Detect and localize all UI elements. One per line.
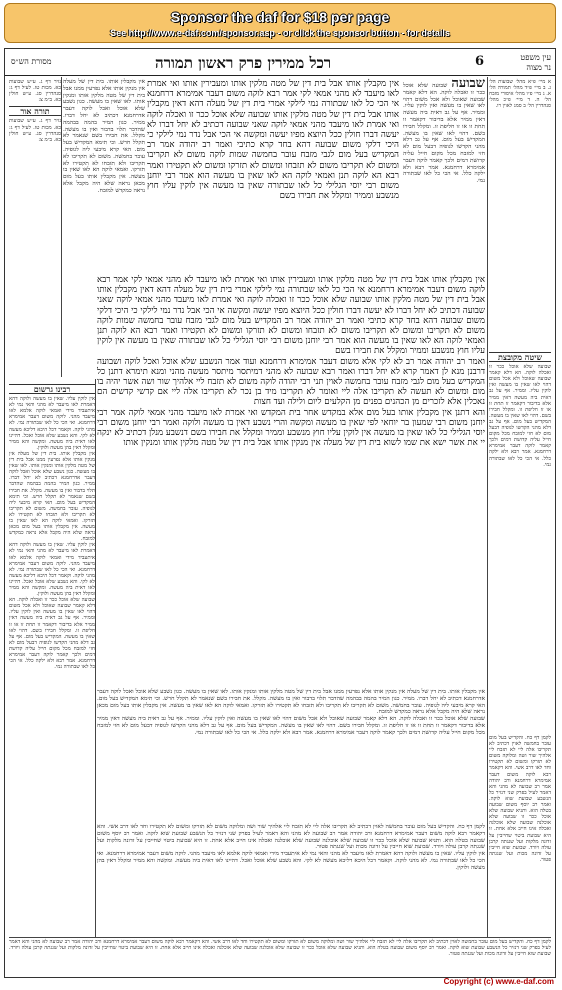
sponsor-subtitle[interactable]: See http://www.e-daf.com/sponsor.asp - or click the sponsor button - for details [110,28,450,38]
gershom-title: רבינו גרשום [9,384,95,394]
shita-title: שיטה מקובצת [489,352,551,362]
divider-left [95,379,96,937]
opening-word: שבועה [451,76,485,91]
torah-or-text: נזיר דף ג. ע״ש שבועות כא. מכות טז. לעיל דף ג: סנהדרין סג. ע״ש חולין כא. ב״מ צ: [9,118,61,143]
bottom-commentary [97,824,485,934]
tosafot-column [403,76,485,301]
rashi-column [63,79,145,275]
header-ein-mishpat [520,53,551,73]
footer-notes-text: לקמן דף כח. והקדיש בעל מום עובר בחמשה לאוין דכתיב לא תקריבו אלה ליי לא תזבח ליי אלהיך שור ושה ומלוקה משום לא תזרקו ומשום לא תקטירו וחד לאו דרב אשי. והא דקאמר רבא לוקה משום דעבר אמימרא דרחמנא ורב יהודה אמר רב שבועה לא מהני והא דאמר לעיל בפרק שני דנזיר כל הנשבע שבועת שוא לוקה. ואמר רב יוסף משום שבועה בטלה הוא. ותניא שבועה שלא אוכל ככר זו שבועה שלא אוכלנה שבועה שלא אוכלנה ואכלה אינו חייב אלא אחת. זו היא שבועת ביטוי שחייבין על זדונה מלקות ועל שגגתה קרבן עולה ויורד. שבועת שוא חייבין על זדונה מכות ועל שגגתה פטור. [9,939,551,958]
lower-commentary-text-2: שבועה שלא אוכל ככר זו ואכלה לוקה. הא דלא קאמר שבועה שאוכל ולא אכל משום דהוי לאו שאין בו מעשה ואין לוקין עליו. וממיר. אף על גב דאית ביה מעשה דאין ממיר אלא בדיבור דקאמר זו תחת זו או זו חליפת זו. ומקלל חבירו בשם. דהוי לאו שאין בו מעשה. המקדיש בעל מום. אף על גב דלא מהני הקדשו לגופיה דבעל מום לא חזי למזבח מכל מקום חייל עליה קדושת דמים ולכך קאמר לוקה דעבר אמימרא דרחמנא. אמר רבא ולא ילקה כלל. אי הכי כל לאו שבתורה נמי. [97,716,485,736]
gershom-text: אין לוקין עליו. שאין בו מעשה ולוקה דהא דאמרת לאו מיעבד לא מהני והאי נמי לא איתעביד מידי ואמאי לוקה אלמא לאו מיעבד מהני. לוקה משום דעבר אמימרא דרחמנא. ואי הכי כל לאו שבתורה נמי. לא מהני לוקה. וקאמר דכל היכא דליכא מעשה לא לקי. והא נשבע שלא אוכל ואכל. דהיינו לאו דאית ביה מעשה. ומקשה והא ממיר ומקלל דאין בהן מעשה ולוקין. [9,396,95,451]
bottom-text-2: אין לוקין עליו. שאין בו מעשה ולוקה דהא דאמרת לאו מיעבד לא מהני והאי נמי לא איתעביד מידי ואמאי לוקה אלמא לאו מיעבד מהני. לוקה משום דעבר אמימרא דרחמנא. ואי הכי כל לאו שבתורה נמי. לא מהני לוקה. וקאמר דכל היכא דליכא מעשה לא לקי. והא נשבע שלא אוכל ואכל. דהיינו לאו דאית ביה מעשה. ומקשה והא ממיר ומקלל דאין בהן מעשה ולוקין. [97,851,485,871]
ein-mishpat-text: א מיי׳ פ״א מהל׳ שבועות הל׳ ג. ב מיי׳ פ״ד מהל׳ תמורה הל׳ א. ג מיי׳ פ״ו מהל׳ איסורי מזבח הל׳ ה. ד מיי׳ פ״כ מהל׳ סנהדרין הל׳ ב סמג לאוין רו. [489,79,551,110]
divider-far-left [61,77,62,377]
gemara-text-3: ואמר רב יהודה אמר רב לא לקי אלא משום דעבר אמימרא דרחמנא ועוד אמר הנשבע שלא אוכל ואכל לוקה ושבועה דרבנן מנא לן דאמר קרא לא יחל דברו ואמר רבא שבועה לא מהני דמיתסר מיתסר מעשה מהני ומנא תימרא דתנן כל המקדיש בעל מום לגבי מזבח עובר בחמשה לאוין תני רבי יהודה לוקה משום לא תזבח ליי אלהיך שור ושה אשר יהיה בו מום ומשום לא תעשה לא תקריבו אלה ליי ואומר לא תקריבו מיד בן נכר לא תקריבו אלה ליי אם קדשי קדשים הם נאכלין אלא לזכרים מן הכהנים בפנים מן הקלעים ליום ולילה ועד חצות [97,356,485,408]
shita-text: שבועה שלא אוכל ככר זו ואכלה לוקה. הא דלא קאמר שבועה שאוכל ולא אכל משום דהוי לאו שאין בו מעשה ואין לוקין עליו. וממיר. אף על גב דאית ביה מעשה דאין ממיר אלא בדיבור דקאמר זו תחת זו או זו חליפת זו. ומקלל חבירו בשם. דהוי לאו שאין בו מעשה. המקדיש בעל מום. אף על גב דלא מהני הקדשו לגופיה דבעל מום לא חזי למזבח מכל מקום חייל עליה קדושת דמים ולכך קאמר לוקה דעבר אמימרא דרחמנא. אמר רבא ולא ילקה כלל. אי הכי כל לאו שבתורה נמי. [489,364,551,468]
page-number: 6 [475,54,485,69]
shita-column [489,349,551,729]
gemara-text-1: אין מקבלין אותו אבל בית דין של מטה מלקין אותו ומעבירין אותו ואי אמרת לאו מיעבד לא מהני אמאי לקי אמר רבא לוקה משום דעבר אמימרא דרחמנא אי הכי כל לאו שבתורה נמי לילקי אמרי בית דין של מעלה דהא דאין מקבלין אותו אבל בית דין של מטה מלקין אותו שבועה שלא אוכל ככר זו ואכלה לוקה ואי אמרת לאו מיעבד מהני אמאי לוקה שאני שבועה דכתיב לא יחל דברו לא יעשה דברו חולין ככל היוצא מפיו יעשה ומקשה אי הכי אבל נדר נמי לילקי כי היכי דלקי משום שבועה דהא בחד קרא כתיבי ואמר רב יהודה אמר רב המקדיש בעל מום לגבי מזבח עובר בחמשה שמות לוקה משום לא תקריבו ומשום לא תקריבו משום לא תזבחו ומשום לא תזרקו ומשום לא תקטירו ואמר רבא הא לוקה תנן ואמאי לוקה הא לאו שאין בו מעשה הוא אמר רבי יוחנן משום רבי יוסי הגלילי כל לאו שבתורה שאין בו מעשה אין לוקין עליו חוץ מנשבע וממיר ומקלל את חבירו בשם [147,79,399,202]
gershom-text-4: שבועה שלא אוכל ככר זו ואכלה לוקה. הא דלא קאמר שבועה שאוכל ולא אכל משום דהוי לאו שאין בו מעשה ואין לוקין עליו. וממיר. אף על גב דאית ביה מעשה דאין ממיר אלא בדיבור דקאמר זו תחת זו או זו חליפת זו. ומקלל חבירו בשם. דהוי לאו שאין בו מעשה. המקדיש בעל מום. אף על גב דלא מהני הקדשו לגופיה דבעל מום לא חזי למזבח מכל מקום חייל עליה קדושת דמים ולכך קאמר לוקה דעבר אמימרא דרחמנא. אמר רבא ולא ילקה כלל. אי הכי כל לאו שבתורה נמי. [9,597,95,671]
right-bottom-column [489,735,551,935]
rashi-text: אין מקבלין אותו. בית דין של מעלה אין מנקין אותו אלא נפרעין ממנו אבל בית דין של מטה מלקין אותו ומנקין אותו. לאו שאין בו מעשה. כגון נשבע שלא אוכל ואכל לוקה דעבר אדרחמנא דכתיב לא יחל דברו. ממיר. כגון המיר בהמה בבהמה שהדבר תלוי בדבור ואין בו מעשה. מקלל. את חבירו בשם שנאמר לא תקלל חרש. וכי תימא המקדיש בעל מום. האי קרא מיבעי ליה לגופיה. עובר בחמשה. משום לא תקריבו לא תקריבו ולא תזבחו לא תקטירו לא תזרקו. ואמאי לוקה הא לאו שאין בו מעשה. אין מקבלין אותו בעל מום מכאן נראה שלא היה מקבל אלא נראה כמקדש למזבח. [63,79,145,194]
sponsor-title[interactable]: Sponsor the daf for $18 per page [170,9,390,25]
ein-mishpat-column [489,79,551,349]
lower-commentary [97,689,485,819]
gershom-text-2: אין מקבלין אותו. בית דין של מעלה אין מנקין אותו אלא נפרעין ממנו אבל בית דין של מטה מלקין אותו ומנקין אותו. לאו שאין בו מעשה. כגון נשבע שלא אוכל ואכל לוקה דעבר אדרחמנא דכתיב לא יחל דברו. ממיר. כגון המיר בהמה בבהמה שהדבר תלוי בדבור ואין בו מעשה. מקלל. את חבירו בשם שנאמר לא תקלל חרש. וכי תימא המקדיש בעל מום. האי קרא מיבעי ליה לגופיה. עובר בחמשה. משום לא תקריבו לא תקריבו ולא תזבחו לא תקטירו לא תזרקו. ואמאי לוקה הא לאו שאין בו מעשה. אין מקבלין אותו בעל מום מכאן נראה שלא היה מקבל אלא נראה כמקדש למזבח. [9,450,95,543]
gershom-text-3: אין לוקין עליו. שאין בו מעשה ולוקה דהא דאמרת לאו מיעבד לא מהני והאי נמי לא איתעביד מידי ואמאי לוקה אלמא לאו מיעבד מהני. לוקה משום דעבר אמימרא דרחמנא. ואי הכי כל לאו שבתורה נמי. לא מהני לוקה. וקאמר דכל היכא דליכא מעשה לא לקי. והא נשבע שלא אוכל ואכל. דהיינו לאו דאית ביה מעשה. ומקשה והא ממיר ומקלל דאין בהן מעשה ולוקין. [9,542,95,598]
divider-bottom [9,937,551,938]
gershom-column [9,381,95,941]
torah-or-title: תורה אור [9,106,61,116]
header-right-line1: עין משפט [520,53,551,62]
divider-right [487,77,488,937]
masoret-column [9,79,61,379]
bottom-text: לקמן דף כח. והקדיש בעל מום עובר בחמשה לאוין דכתיב לא תקריבו אלה ליי לא תזבח ליי אלהיך שור ושה ומלוקה משום לא תזרקו ומשום לא תקטירו וחד לאו דרב אשי. והא דקאמר רבא לוקה משום דעבר אמימרא דרחמנא ורב יהודה אמר רב שבועה לא מהני והא דאמר לעיל בפרק שני דנזיר כל הנשבע שבועת שוא לוקה. ואמר רב יוסף משום שבועה בטלה הוא. ותניא שבועה שלא אוכל ככר זו שבועה שלא אוכלנה שבועה שלא אוכלנה ואכלה אינו חייב אלא אחת. זו היא שבועת ביטוי שחייבין על זדונה מלקות ועל שגגתה קרבן עולה ויורד. שבועת שוא חייבין על זדונה מכות ועל שגגתה פטור. [97,824,485,851]
page-header [5,53,555,76]
header-title: רכל ממירין פרק ראשון תמורה [155,54,332,72]
gemara-text-2: אין מקבלין אותו אבל בית דין של מטה מלקין אותו ומעבירין אותו ואי אמרת לאו מיעבד לא מהני אמאי לקי אמר רבא לוקה משום דעבר אמימרא דרחמנא אי הכי כל לאו שבתורה נמי לילקי אמרי בית דין של מעלה דהא דאין מקבלין אותו אבל בית דין של מטה מלקין אותו שבועה שלא אוכל ככר זו ואכלה לוקה ואי אמרת לאו מיעבד מהני אמאי לוקה שאני שבועה דכתיב לא יחל דברו לא יעשה דברו חולין ככל היוצא מפיו יעשה ומקשה אי הכי אבל נדר נמי לילקי כי היכי דלקי משום שבועה דהא בחד קרא כתיבי ואמר רב יהודה אמר רב המקדיש בעל מום לגבי מזבח עובר בחמשה שמות לוקה משום לא תקריבו ומשום לא תקריבו משום לא תזבחו ומשום לא תזרקו ומשום לא תקטירו ואמר רבא הא לוקה תנן ואמאי לוקה הא לאו שאין בו מעשה הוא אמר רבי יוחנן משום רבי יוסי הגלילי כל לאו שבתורה שאין בו מעשה אין לוקין עליו חוץ מנשבע וממיר ומקלל את חבירו בשם [97,275,485,357]
copyright-link[interactable]: Copyright (c) www.e-daf.com [443,977,554,986]
lower-commentary-text: אין מקבלין אותו. בית דין של מעלה אין מנקין אותו אלא נפרעין ממנו אבל בית דין של מטה מלקין אותו ומנקין אותו. לאו שאין בו מעשה. כגון נשבע שלא אוכל ואכל לוקה דעבר אדרחמנא דכתיב לא יחל דברו. ממיר. כגון המיר בהמה בבהמה שהדבר תלוי בדבור ואין בו מעשה. מקלל. את חבירו בשם שנאמר לא תקלל חרש. וכי תימא המקדיש בעל מום. האי קרא מיבעי ליה לגופיה. עובר בחמשה. משום לא תקריבו לא תקריבו ולא תזבחו לא תקטירו לא תזרקו. ואמאי לוקה הא לאו שאין בו מעשה. אין מקבלין אותו בעל מום מכאן נראה שלא היה מקבל אלא נראה כמקדש למזבח. [97,689,485,716]
footer-notes [9,939,551,975]
gemara-text-4: והא דתנן אין מקבלין אותו בעל מום אלא במקדש אחר בית המקדש ואי אמרת לאו מיעבד מהני אמאי לוקה אמר רבי יוחנן משום רבי שמעון בר יוחאי לפי שאין בו מעשה ומקשה והרי נשבע דאין בו מעשה ולוקה ואמר רבי יוחנן משום רבי יוסי הגלילי כל לאו שאין בו מעשה אין לוקין עליו חוץ מנשבע וממיר ומקלל את חבירו בשם דנשבע מנלן דכתיב לא ינקה יי את אשר ישא את שמו לשוא בית דין של מעלה אין מנקין אותו אבל בית דין של מטה מלקין אותו ומנקין אותו [97,407,485,449]
masoret-text: נזיר דף ג. ע״ש שבועות כא. מכות טז. לעיל דף ג: סנהדרין סג. ע״ש חולין כא. ב״מ צ: [9,79,61,104]
tosafot-text: שבועה שלא אוכל ככר זו ואכלה לוקה. הא דלא קאמר שבועה שאוכל ולא אכל משום דהוי לאו שאין בו מעשה ואין לוקין עליו. וממיר. אף על גב דאית ביה מעשה דאין ממיר אלא בדיבור דקאמר זו תחת זו או זו חליפת זו. ומקלל חבירו בשם. דהוי לאו שאין בו מעשה. המקדיש בעל מום. אף על גב דלא מהני הקדשו לגופיה דבעל מום לא חזי למזבח מכל מקום חייל עליה קדושת דמים ולכך קאמר לוקה דעבר אמימרא דרחמנא. אמר רבא ולא ילקה כלל. אי הכי כל לאו שבתורה נמי. [403,83,485,185]
sponsor-banner[interactable] [4,3,556,43]
header-masoret: מסורת הש״ס [11,57,52,66]
right-bottom-text: לקמן דף כח. והקדיש בעל מום עובר בחמשה לאוין דכתיב לא תקריבו אלה ליי לא תזבח ליי אלהיך שור ושה ומלוקה משום לא תזרקו ומשום לא תקטירו וחד לאו דרב אשי. והא דקאמר רבא לוקה משום דעבר אמימרא דרחמנא ורב יהודה אמר רב שבועה לא מהני והא דאמר לעיל בפרק שני דנזיר כל הנשבע שבועת שוא לוקה. ואמר רב יוסף משום שבועה בטלה הוא. ותניא שבועה שלא אוכל ככר זו שבועה שלא אוכלנה שבועה שלא אוכלנה ואכלה אינו חייב אלא אחת. זו היא שבועת ביטוי שחייבין על זדונה מלקות ועל שגגתה קרבן עולה ויורד. שבועת שוא חייבין על זדונה מכות ועל שגגתה פטור. [489,735,551,863]
gemara-main [97,275,485,685]
talmud-page [4,48,556,978]
gemara-top [147,79,399,202]
header-right-line2: נר מצוה [526,63,551,72]
